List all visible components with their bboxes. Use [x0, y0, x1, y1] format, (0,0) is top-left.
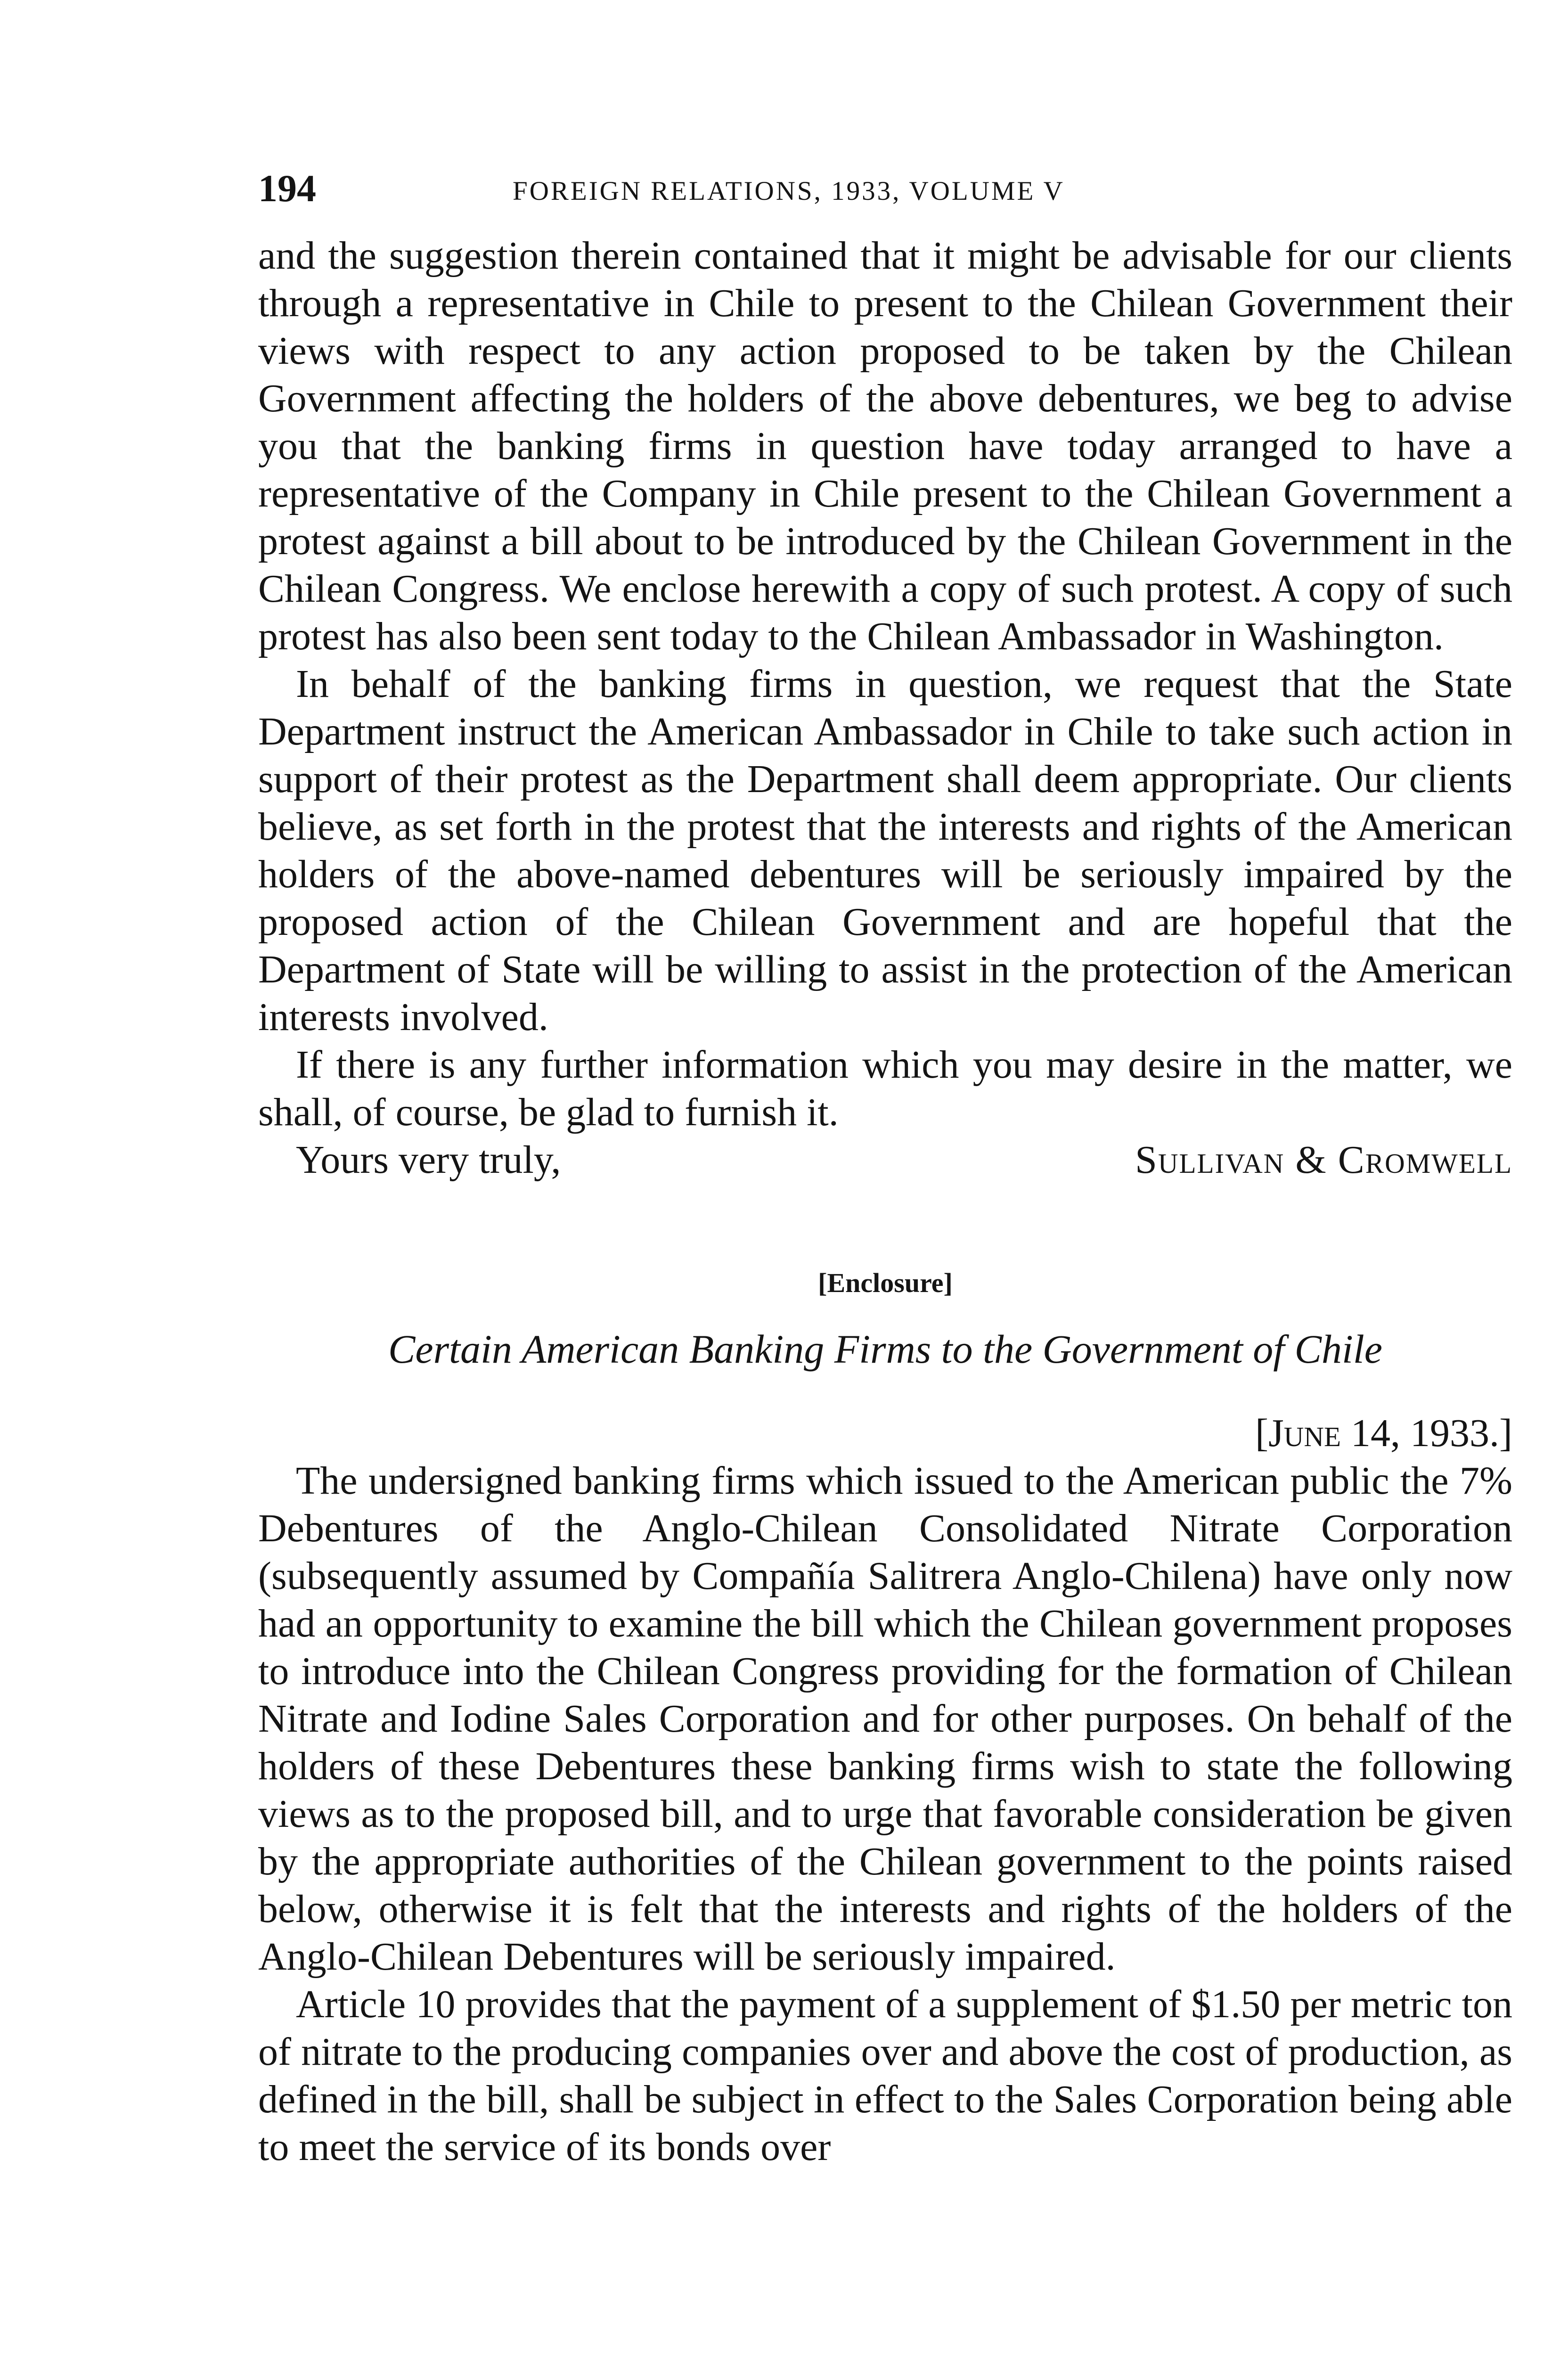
date-open-bracket: [ [1255, 1411, 1269, 1455]
enclosure-paragraph: Article 10 provides that the payment of a supplement of $1.50 per metric ton of nitrate to the producing companies over and above the cost of production, as defined in the bill, shall be subject in effect to the Sales Corporation being able to meet the service of its bonds over [258, 1982, 1512, 2169]
document-page [258, 160, 1512, 2171]
enclosure-title: Certain American Banking Firms to the Government of Chile [388, 1326, 1382, 1372]
running-title: FOREIGN RELATIONS, 1933, VOLUME V [513, 176, 1065, 206]
complimentary-close: Yours very truly, [296, 1138, 561, 1182]
enclosure-date [258, 1409, 1512, 1457]
letter-paragraph: In behalf of the banking firms in question, we request that the State Department instruct the American Ambassador in Chile to take such action in support of their protest as the Department shall deem appropriate. Our clients believe, as set forth in the protest that the interests and rights of the American holders of the above-named debentures will be seriously impaired by the proposed action of the Chilean Government and are hopeful that the Department of State will be willing to assist in the protection of the American interests involved. [258, 662, 1512, 1039]
date-month: June [1268, 1411, 1341, 1455]
page-number: 194 [258, 167, 316, 210]
running-header [258, 160, 1512, 217]
date-rest: 14, 1933.] [1341, 1411, 1512, 1455]
enclosure-paragraph: The undersigned banking firms which issued to the American public the 7% Debentures of the Anglo-Chilean Consolidated Nitrate Corporation (subsequently assumed by Compañía Salitrera Anglo-Chilena) have only now had an opportunity to examine the bill which the Chilean government proposes to introduce into the Chilean Congress providing for the formation of Chilean Nitrate and Iodine Sales Corporation and for other purposes. On behalf of the holders of these Debentures these banking firms wish to state the following views as to the proposed bill, and to urge that favorable consideration be given by the appropriate authorities of the Chilean government to the points raised below, otherwise it is felt that the interests and rights of the holders of the Anglo-Chilean Debentures will be seriously impaired. [258, 1459, 1512, 1979]
letter-closing [258, 1136, 1512, 1189]
letter-paragraph: and the suggestion therein contained that it might be advisable for our clients through a representative in Chile to present to the Chilean Government their views with respect to any action proposed to be taken by the Chilean Government affecting the holders of the above debentures, we beg to advise you that the banking firms in question have today arranged to have a representative of the Company in Chile present to the Chilean Government a protest against a bill about to be introduced by the Chilean Government in the Chilean Congress. We enclose herewith a copy of such protest. A copy of such protest has also been sent today to the Chilean Ambassador in Washington. [258, 234, 1512, 658]
letter-paragraph: If there is any further information which you may desire in the matter, we shall, of course, be glad to furnish it. [258, 1043, 1512, 1134]
enclosure-label: [Enclosure] [818, 1268, 953, 1298]
signature: Sullivan & Cromwell [1135, 1138, 1512, 1182]
